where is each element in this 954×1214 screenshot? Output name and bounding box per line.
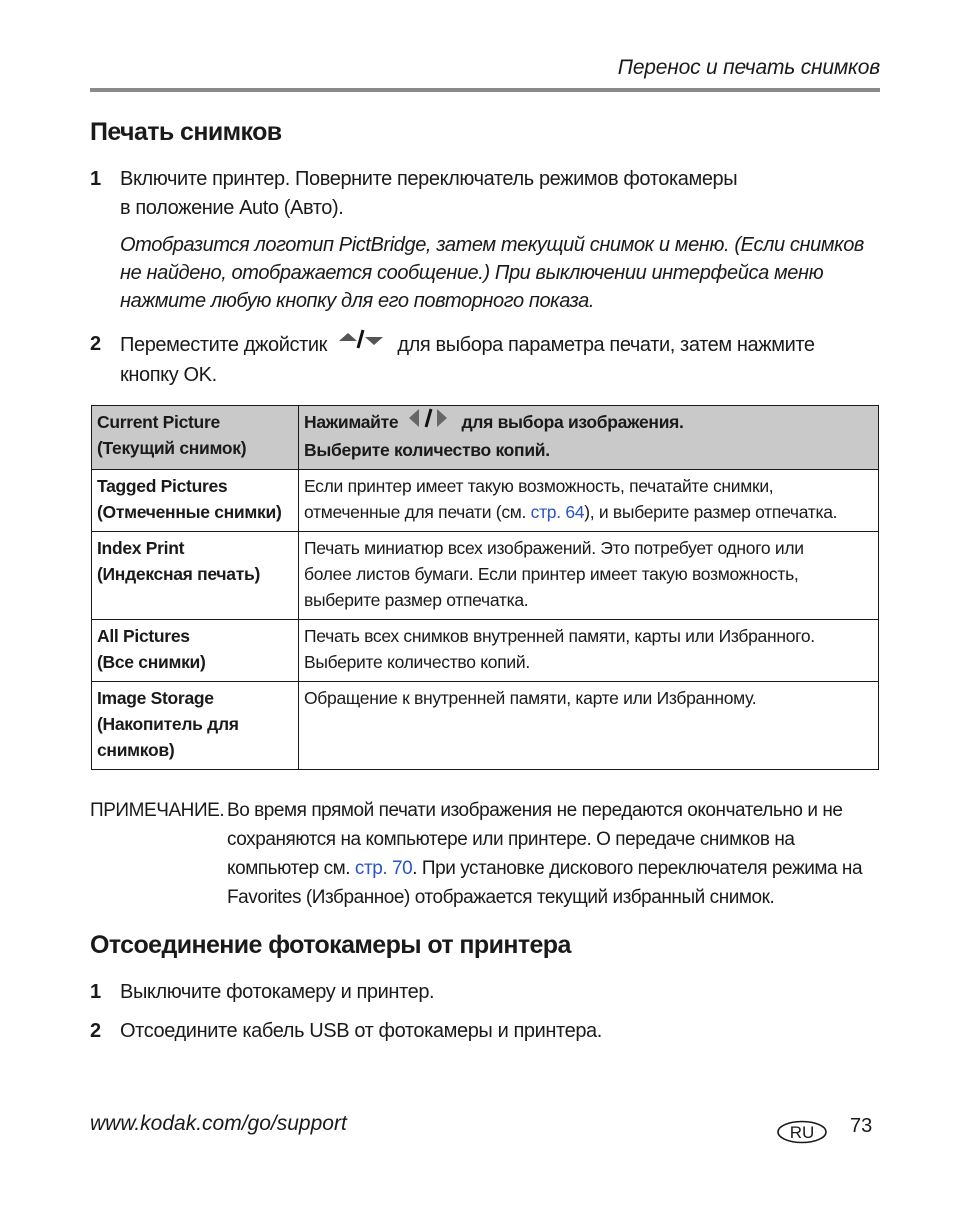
print-options-table: [91, 405, 879, 770]
step-text: Переместите джойстик: [120, 333, 327, 356]
step-2-disconnect-usb: [90, 1017, 880, 1046]
option-name-cell: Tagged Pictures (Отмеченные снимки): [92, 469, 299, 531]
option-description-cell: Нажимайте для выбора изображения. Выберите количество копий.: [299, 406, 879, 470]
joystick-left-right-icon: [407, 408, 451, 435]
step-text: Выключите фотокамеру и принтер.: [120, 981, 435, 1003]
step-text-line: кнопку OK.: [120, 364, 217, 386]
page-link-64[interactable]: стр. 64: [530, 501, 585, 522]
table-row: [92, 531, 879, 619]
header-rule: [90, 88, 880, 92]
note-line: сохраняются на компьютере или принтере. О передаче снимков на: [227, 829, 795, 850]
option-description-cell: Обращение к внутренней памяти, карте или Избранному.: [299, 681, 879, 769]
table-row: [92, 619, 879, 681]
note-line: Favorites (Избранное) отображается текущий избранный снимок.: [227, 887, 775, 908]
step-text-line: Включите принтер. Поверните переключатель режимов фотокамеры: [120, 168, 738, 190]
section-title-print: Печать снимков: [90, 118, 282, 146]
step-text: Отсоедините кабель USB от фотокамеры и принтера.: [120, 1020, 602, 1042]
result-line: нажмите любую кнопку для его повторного показа.: [120, 290, 595, 312]
step-number: 1: [90, 981, 101, 1003]
section-title-disconnect: Отсоединение фотокамеры от принтера: [90, 931, 571, 959]
note-line: Во время прямой печати изображения не передаются окончательно и не: [227, 800, 843, 821]
joystick-up-down-icon: [338, 328, 384, 359]
option-name-cell: All Pictures (Все снимки): [92, 619, 299, 681]
language-badge-text: RU: [789, 1123, 815, 1142]
table-row: [92, 406, 879, 470]
table-row: [92, 681, 879, 769]
note-block: [90, 796, 880, 912]
step-1-result: [120, 231, 880, 315]
step-2-move-joystick: [90, 330, 880, 390]
language-badge-icon: [776, 1120, 828, 1144]
page-number: 73: [850, 1115, 873, 1137]
step-text: для выбора параметра печати, затем нажмите: [397, 333, 815, 356]
table-row: [92, 469, 879, 531]
step-number: 2: [90, 1020, 101, 1042]
result-line: Отобразится логотип PictBridge, затем текущий снимок и меню. (Если снимков: [120, 234, 864, 256]
option-name-cell: Current Picture (Текущий снимок): [92, 406, 299, 470]
step-1-turn-on-printer: [90, 165, 880, 223]
option-description-cell: Если принтер имеет такую возможность, печатайте снимки, отмеченные для печати (см. стр. 64), и выберите размер отпечатка.: [299, 469, 879, 531]
option-name-cell: Index Print (Индексная печать): [92, 531, 299, 619]
step-1-turn-off: [90, 978, 880, 1007]
footer-support-url[interactable]: www.kodak.com/go/support: [90, 1112, 347, 1135]
result-line: не найдено, отображается сообщение.) При выключении интерфейса меню: [120, 262, 824, 284]
option-description-cell: Печать всех снимков внутренней памяти, карты или Избранного. Выберите количество копий.: [299, 619, 879, 681]
note-line: компьютер см. стр. 70. При установке дискового переключателя режима на: [227, 858, 863, 879]
page-link-70[interactable]: стр. 70: [354, 858, 413, 879]
step-number: 2: [90, 333, 101, 355]
note-label: ПРИМЕЧАНИЕ.: [90, 800, 225, 821]
option-description-cell: Печать миниатюр всех изображений. Это потребует одного или более листов бумаги. Если принтер имеет такую возможность, выберите размер отпечатка.: [299, 531, 879, 619]
running-header: Перенос и печать снимков: [617, 56, 880, 79]
step-number: 1: [90, 168, 101, 190]
option-name-cell: Image Storage (Накопитель для снимков): [92, 681, 299, 769]
step-text-line: в положение Auto (Авто).: [120, 197, 344, 219]
